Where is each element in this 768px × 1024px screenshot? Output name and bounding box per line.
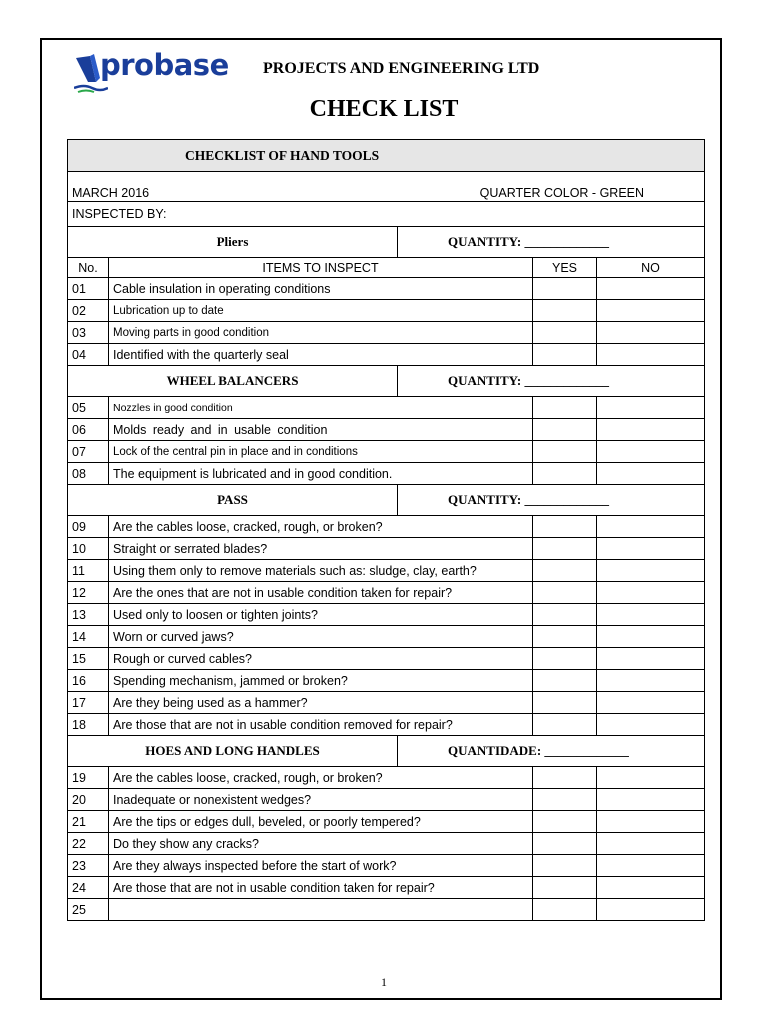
item-number: 18 <box>68 714 109 736</box>
no-cell[interactable] <box>597 300 705 322</box>
item-number: 11 <box>68 560 109 582</box>
yes-cell[interactable] <box>533 419 597 441</box>
item-text: Worn or curved jaws? <box>109 626 533 648</box>
no-cell[interactable] <box>597 538 705 560</box>
item-text: Lubrication up to date <box>109 300 533 322</box>
column-header-row <box>68 258 705 278</box>
table-row <box>68 811 705 833</box>
item-number: 15 <box>68 648 109 670</box>
item-number: 16 <box>68 670 109 692</box>
yes-cell[interactable] <box>533 441 597 463</box>
yes-cell[interactable] <box>533 604 597 626</box>
item-number: 02 <box>68 300 109 322</box>
item-text: Identified with the quarterly seal <box>109 344 533 366</box>
table-row <box>68 441 705 463</box>
item-text: Using them only to remove materials such as: sludge, clay, earth? <box>109 560 533 582</box>
item-number: 25 <box>68 899 109 921</box>
no-cell[interactable] <box>597 560 705 582</box>
table-row <box>68 463 705 485</box>
item-number: 12 <box>68 582 109 604</box>
table-row <box>68 899 705 921</box>
yes-cell[interactable] <box>533 714 597 736</box>
item-number: 20 <box>68 789 109 811</box>
item-number: 09 <box>68 516 109 538</box>
item-text: Molds ready and in usable condition <box>109 419 533 441</box>
table-row <box>68 300 705 322</box>
yes-cell[interactable] <box>533 789 597 811</box>
quantity-field[interactable]: QUANTITY: _____________ <box>398 485 705 516</box>
section-header-pass <box>68 485 705 516</box>
inspected-by-label: INSPECTED BY: <box>72 207 167 221</box>
no-cell[interactable] <box>597 811 705 833</box>
no-cell[interactable] <box>597 419 705 441</box>
yes-cell[interactable] <box>533 344 597 366</box>
table-row <box>68 322 705 344</box>
item-text: Lock of the central pin in place and in conditions <box>109 441 533 463</box>
item-number: 10 <box>68 538 109 560</box>
item-number: 01 <box>68 278 109 300</box>
checklist-heading: CHECKLIST OF HAND TOOLS <box>68 140 705 172</box>
yes-cell[interactable] <box>533 670 597 692</box>
section-title: Pliers <box>68 227 398 258</box>
yes-cell[interactable] <box>533 582 597 604</box>
table-row <box>68 714 705 736</box>
yes-cell[interactable] <box>533 811 597 833</box>
quarter-color-label: QUARTER COLOR - GREEN <box>479 186 645 200</box>
section-header-hoes <box>68 736 705 767</box>
yes-cell[interactable] <box>533 899 597 921</box>
item-text: Cable insulation in operating conditions <box>109 278 533 300</box>
no-cell[interactable] <box>597 899 705 921</box>
quantity-field[interactable]: QUANTIDADE: _____________ <box>398 736 705 767</box>
table-row <box>68 344 705 366</box>
table-row <box>68 538 705 560</box>
table-row <box>68 560 705 582</box>
date-label: MARCH 2016 <box>72 186 150 200</box>
no-cell[interactable] <box>597 648 705 670</box>
yes-cell[interactable] <box>533 463 597 485</box>
yes-cell[interactable] <box>533 538 597 560</box>
no-cell[interactable] <box>597 344 705 366</box>
item-text: Are they being used as a hammer? <box>109 692 533 714</box>
yes-cell[interactable] <box>533 397 597 419</box>
page-number: 1 <box>381 975 387 989</box>
no-cell[interactable] <box>597 441 705 463</box>
item-number: 04 <box>68 344 109 366</box>
item-number: 08 <box>68 463 109 485</box>
yes-cell[interactable] <box>533 322 597 344</box>
table-row <box>68 789 705 811</box>
column-items: ITEMS TO INSPECT <box>109 258 533 278</box>
item-text: The equipment is lubricated and in good condition. <box>109 463 533 485</box>
table-row <box>68 626 705 648</box>
item-text: Nozzles in good condition <box>109 397 533 419</box>
column-no-answer: NO <box>597 258 705 278</box>
no-cell[interactable] <box>597 767 705 789</box>
table-row <box>68 833 705 855</box>
table-row <box>68 692 705 714</box>
item-number: 19 <box>68 767 109 789</box>
no-cell[interactable] <box>597 322 705 344</box>
no-cell[interactable] <box>597 397 705 419</box>
item-text: Spending mechanism, jammed or broken? <box>109 670 533 692</box>
document-title: CHECK LIST <box>309 96 459 122</box>
item-number: 21 <box>68 811 109 833</box>
section-header-wheel-balancers <box>68 366 705 397</box>
quantity-field[interactable]: QUANTITY: _____________ <box>398 366 705 397</box>
item-text: Rough or curved cables? <box>109 648 533 670</box>
yes-cell[interactable] <box>533 692 597 714</box>
table-row <box>68 855 705 877</box>
table-row <box>68 516 705 538</box>
item-text[interactable] <box>109 899 533 921</box>
item-text: Are those that are not in usable condition removed for repair? <box>109 714 533 736</box>
item-number: 17 <box>68 692 109 714</box>
item-text: Are those that are not in usable condition taken for repair? <box>109 877 533 899</box>
no-cell[interactable] <box>597 278 705 300</box>
table-row <box>68 604 705 626</box>
table-row <box>68 582 705 604</box>
item-number: 05 <box>68 397 109 419</box>
no-cell[interactable] <box>597 692 705 714</box>
company-name: PROJECTS AND ENGINEERING LTD <box>263 60 540 77</box>
item-text: Do they show any cracks? <box>109 833 533 855</box>
yes-cell[interactable] <box>533 626 597 648</box>
item-number: 24 <box>68 877 109 899</box>
yes-cell[interactable] <box>533 833 597 855</box>
item-text: Are the tips or edges dull, beveled, or poorly tempered? <box>109 811 533 833</box>
yes-cell[interactable] <box>533 300 597 322</box>
column-no: No. <box>68 258 109 278</box>
no-cell[interactable] <box>597 833 705 855</box>
no-cell[interactable] <box>597 516 705 538</box>
table-row <box>68 877 705 899</box>
item-number: 07 <box>68 441 109 463</box>
column-yes: YES <box>533 258 597 278</box>
no-cell[interactable] <box>597 789 705 811</box>
item-text: Used only to loosen or tighten joints? <box>109 604 533 626</box>
no-cell[interactable] <box>597 626 705 648</box>
item-number: 13 <box>68 604 109 626</box>
no-cell[interactable] <box>597 582 705 604</box>
item-number: 23 <box>68 855 109 877</box>
section-title: WHEEL BALANCERS <box>68 366 398 397</box>
inspected-by-row <box>68 202 705 227</box>
section-title: HOES AND LONG HANDLES <box>68 736 398 767</box>
checklist-heading-row <box>68 140 705 172</box>
table-row <box>68 670 705 692</box>
no-cell[interactable] <box>597 670 705 692</box>
item-text: Are the cables loose, cracked, rough, or broken? <box>109 516 533 538</box>
no-cell[interactable] <box>597 604 705 626</box>
item-text: Straight or serrated blades? <box>109 538 533 560</box>
item-text: Moving parts in good condition <box>109 322 533 344</box>
yes-cell[interactable] <box>533 648 597 670</box>
quantity-field[interactable]: QUANTITY: _____________ <box>398 227 705 258</box>
item-text: Are they always inspected before the start of work? <box>109 855 533 877</box>
item-number: 14 <box>68 626 109 648</box>
item-number: 06 <box>68 419 109 441</box>
yes-cell[interactable] <box>533 767 597 789</box>
logo-text: probase <box>100 48 229 82</box>
probase-logo <box>74 48 234 96</box>
yes-cell[interactable] <box>533 560 597 582</box>
table-row <box>68 278 705 300</box>
section-header-pliers <box>68 227 705 258</box>
table-row <box>68 397 705 419</box>
table-row <box>68 767 705 789</box>
no-cell[interactable] <box>597 877 705 899</box>
item-number: 03 <box>68 322 109 344</box>
section-title: PASS <box>68 485 398 516</box>
item-text: Are the ones that are not in usable condition taken for repair? <box>109 582 533 604</box>
no-cell[interactable] <box>597 714 705 736</box>
yes-cell[interactable] <box>533 855 597 877</box>
no-cell[interactable] <box>597 463 705 485</box>
no-cell[interactable] <box>597 855 705 877</box>
inspected-by-field[interactable] <box>68 202 705 227</box>
checklist-table <box>67 139 705 921</box>
item-number: 22 <box>68 833 109 855</box>
item-text: Are the cables loose, cracked, rough, or broken? <box>109 767 533 789</box>
item-text: Inadequate or nonexistent wedges? <box>109 789 533 811</box>
yes-cell[interactable] <box>533 877 597 899</box>
yes-cell[interactable] <box>533 516 597 538</box>
table-row <box>68 648 705 670</box>
date-row <box>68 172 705 202</box>
table-row <box>68 419 705 441</box>
yes-cell[interactable] <box>533 278 597 300</box>
